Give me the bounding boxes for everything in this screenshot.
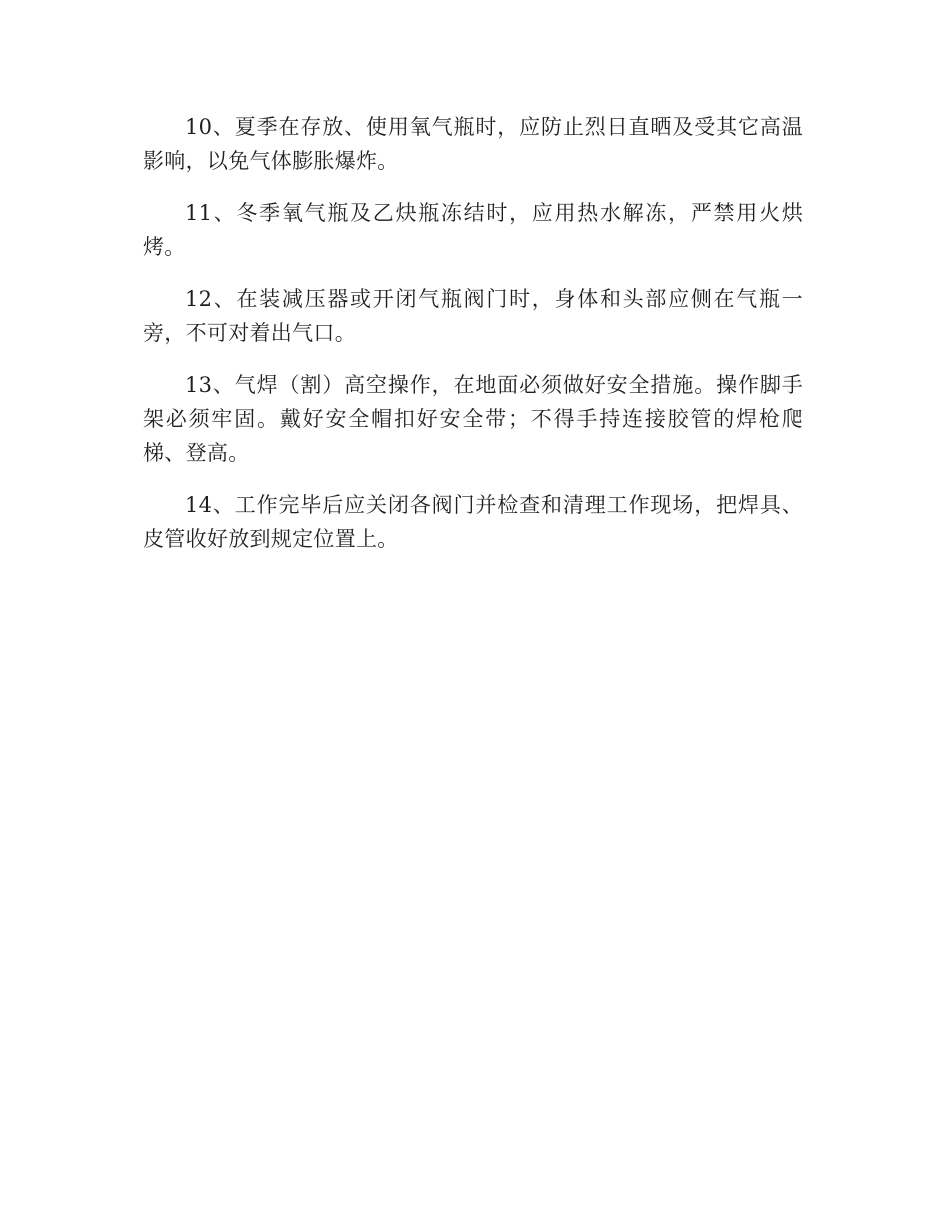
document-body — [143, 110, 803, 574]
paragraph-item-11: 11、冬季氧气瓶及乙炔瓶冻结时，应用热水解冻，严禁用火烘烤。 — [143, 201, 803, 259]
paragraph-item-12: 12、在装减压器或开闭气瓶阀门时，身体和头部应侧在气瓶一旁，不可对着出气口。 — [143, 287, 803, 345]
paragraph-item-13: 13、气焊（割）高空操作，在地面必须做好安全措施。操作脚手架必须牢固。戴好安全帽扣好安全带；不得手持连接胶管的焊枪爬梯、登高。 — [143, 373, 803, 465]
paragraph-item-10: 10、夏季在存放、使用氧气瓶时，应防止烈日直晒及受其它高温影响，以免气体膨胀爆炸。 — [143, 115, 803, 173]
paragraph-item-14: 14、工作完毕后应关闭各阀门并检查和清理工作现场，把焊具、皮管收好放到规定位置上。 — [143, 493, 803, 551]
